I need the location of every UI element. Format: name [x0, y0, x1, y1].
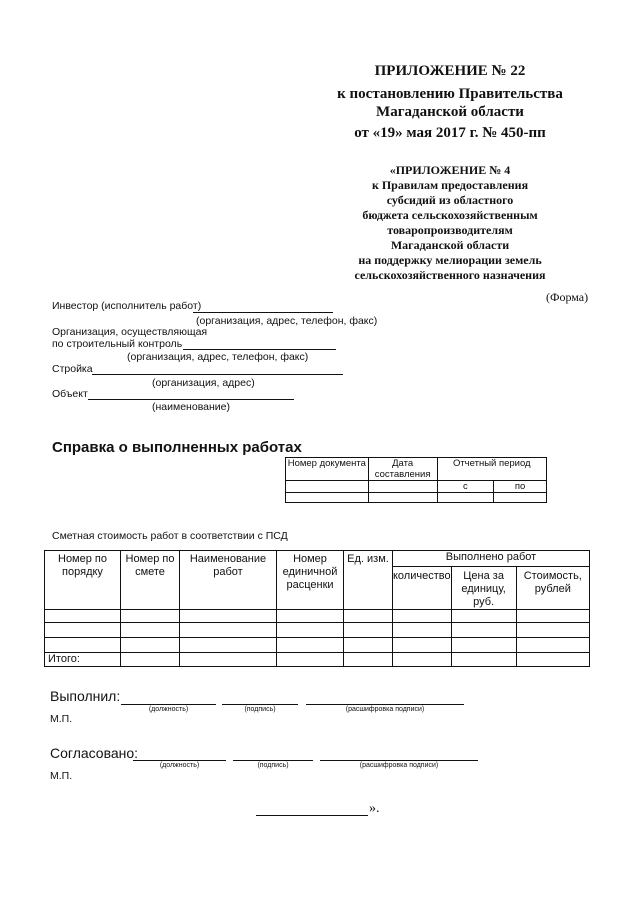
- works-table: [44, 550, 590, 667]
- object-caption: (наименование): [152, 401, 230, 413]
- appendix-22-line2: к постановлению Правительства: [337, 86, 563, 102]
- cost-note: Сметная стоимость работ в соответствии с ПСД: [52, 530, 288, 542]
- table-row: [45, 638, 590, 653]
- period-to-value[interactable]: [494, 493, 547, 503]
- appendix-4-line6: Магаданской области: [390, 238, 510, 252]
- doc-date-header: Дата составления: [368, 458, 437, 481]
- col-estimate-number: Номер по смете: [121, 551, 180, 610]
- agreed-position-caption: (должность): [159, 762, 200, 769]
- appendix-4-line7: на поддержку мелиорации земель: [358, 253, 542, 267]
- appendix-22-line3: Магаданской области: [376, 104, 524, 120]
- col-order-number: Номер по порядку: [45, 551, 121, 610]
- appendix-4-line3: субсидий из областного: [386, 193, 514, 207]
- agreed-decoding-caption: (расшифровка подписи): [359, 762, 439, 769]
- col-completed: Выполнено работ: [393, 551, 590, 567]
- col-unit-price: Цена за единицу, руб.: [451, 567, 516, 610]
- period-from-label: с: [437, 481, 494, 493]
- period-to-label: по: [494, 481, 547, 493]
- control-caption: (организация, адрес, телефон, факс): [127, 351, 309, 363]
- closing-line[interactable]: [256, 815, 368, 816]
- period-header: Отчетный период: [437, 458, 546, 481]
- done-stamp: М.П.: [50, 713, 73, 725]
- done-position-caption: (должность): [148, 706, 189, 713]
- agreed-signature-line[interactable]: [233, 760, 313, 761]
- appendix-4-line5: товаропроизводителям: [387, 223, 513, 237]
- doc-date-cell[interactable]: [368, 481, 437, 493]
- table-row: [45, 610, 590, 623]
- col-unit-price-number: Номер единичной расценки: [277, 551, 344, 610]
- control-label-2: по строительный контроль: [52, 338, 183, 350]
- control-label-1: Организация, осуществляющая: [52, 326, 208, 338]
- col-cost: Стоимость, рублей: [516, 567, 589, 610]
- control-line[interactable]: [183, 349, 336, 350]
- closing-quote: ».: [369, 801, 380, 816]
- col-work-name: Наименование работ: [180, 551, 277, 610]
- total-row: [45, 653, 590, 667]
- total-label: Итого:: [45, 653, 121, 667]
- col-unit: Ед. изм.: [344, 551, 393, 610]
- doc-number-cell[interactable]: [286, 481, 369, 493]
- agreed-label: Согласовано:: [50, 745, 139, 761]
- doc-number-header: Номер документа: [286, 458, 369, 481]
- document-table: [285, 457, 547, 503]
- done-signature-line[interactable]: [222, 704, 298, 705]
- site-caption: (организация, адрес): [152, 377, 255, 389]
- agreed-stamp: М.П.: [50, 770, 73, 782]
- appendix-4-line8: сельскохозяйственного назначения: [354, 268, 546, 282]
- col-quantity: количество: [393, 567, 452, 610]
- done-position-line[interactable]: [121, 704, 216, 705]
- site-line[interactable]: [92, 374, 343, 375]
- done-signature-caption: (подпись): [244, 706, 276, 713]
- investor-line[interactable]: [193, 312, 333, 313]
- agreed-decoding-line[interactable]: [320, 760, 478, 761]
- done-label: Выполнил:: [50, 688, 121, 704]
- investor-label: Инвестор (исполнитель работ): [52, 300, 202, 312]
- agreed-signature-caption: (подпись): [257, 762, 289, 769]
- form-label: (Форма): [546, 290, 589, 304]
- doc-number-value[interactable]: [286, 493, 369, 503]
- done-decoding-line[interactable]: [306, 704, 464, 705]
- agreed-position-line[interactable]: [133, 760, 226, 761]
- table-row: [45, 623, 590, 638]
- investor-caption: (организация, адрес, телефон, факс): [196, 315, 378, 327]
- certificate-title: Справка о выполненных работах: [52, 439, 302, 456]
- appendix-22-line4: от «19» мая 2017 г. № 450-пп: [354, 125, 546, 141]
- period-from-value[interactable]: [437, 493, 494, 503]
- appendix-4-block: [320, 163, 580, 283]
- object-label: Объект: [52, 388, 88, 400]
- appendix-4-line2: к Правилам предоставления: [371, 178, 529, 192]
- appendix-4-line1: «ПРИЛОЖЕНИЕ № 4: [389, 163, 511, 177]
- site-label: Стройка: [52, 363, 93, 375]
- done-decoding-caption: (расшифровка подписи): [345, 706, 425, 713]
- doc-date-value[interactable]: [368, 493, 437, 503]
- object-line[interactable]: [88, 399, 294, 400]
- appendix-4-line4: бюджета сельскохозяйственным: [362, 208, 538, 222]
- appendix-22-title: ПРИЛОЖЕНИЕ № 22: [374, 63, 526, 79]
